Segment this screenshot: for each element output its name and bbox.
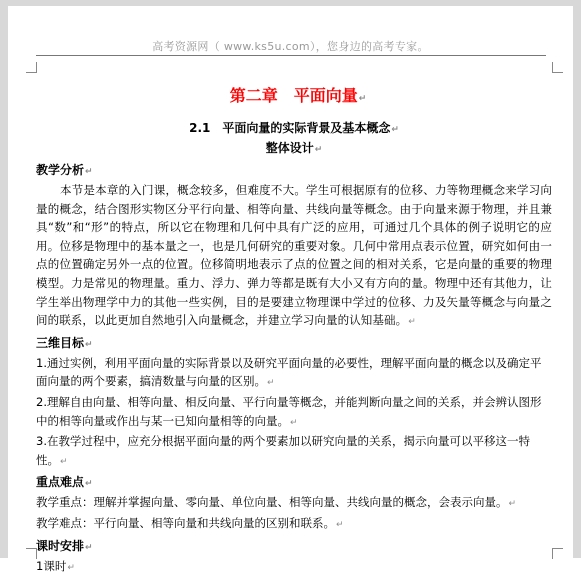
paragraph-mark: ↵	[359, 94, 367, 104]
paragraph-mark: ↵	[85, 167, 93, 177]
schedule-heading	[36, 537, 552, 557]
teaching-analysis-heading	[36, 161, 552, 181]
paragraph-mark: ↵	[67, 563, 75, 573]
key-points-heading	[36, 473, 552, 493]
document-body	[36, 86, 552, 577]
schedule-value	[36, 557, 552, 577]
schedule-text: 1课时	[36, 559, 66, 573]
section-subtitle	[36, 139, 552, 159]
page-header-watermark: 高考资源网（ www.ks5u.com），您身边的高考专家。	[0, 38, 581, 54]
goal-item-text: 2.理解自由向量、相等向量、相反向量、平行向量等概念，并能判断向量之间的关系，并会辨认图形中的相等向量或作出与某一已知向量相等的向量。	[36, 395, 541, 428]
window-border-top	[0, 0, 581, 6]
heading-text: 重点难点	[36, 475, 84, 489]
chapter-title-text: 第二章 平面向量	[230, 86, 358, 105]
paragraph-mark: ↵	[290, 418, 298, 428]
heading-text: 教学分析	[36, 163, 84, 177]
paragraph-mark: ↵	[509, 499, 517, 509]
difficulty-text: 教学难点：平行向量、相等向量和共线向量的区别和联系。	[36, 516, 335, 530]
paragraph-mark: ↵	[408, 317, 416, 327]
paragraph-mark: ↵	[315, 145, 323, 155]
paragraph-mark: ↵	[267, 378, 275, 388]
goal-item	[36, 393, 552, 432]
goal-item-text: 1.通过实例，利用平面向量的实际背景以及研究平面向量的必要性，理解平面向量的概念以及确定平面向量的两个要素，搞清数量与向量的区别。	[36, 356, 541, 389]
goal-item	[36, 432, 552, 471]
section-subtitle-text: 整体设计	[266, 141, 314, 155]
goal-item-text: 3.在教学过程中，应充分根据平面向量的两个要素加以研究向量的关系，揭示向量可以平移这一特性。	[36, 434, 530, 467]
teaching-difficulty	[36, 514, 552, 535]
focus-text: 教学重点：理解并掌握向量、零向量、单位向量、相等向量、共线向量的概念，会表示向量。	[36, 495, 508, 509]
section-title-text: 2.1 平面向量的实际背景及基本概念	[189, 121, 390, 135]
paragraph-mark: ↵	[336, 520, 344, 530]
paragraph-text: 本节是本章的入门课，概念较多，但难度不大。学生可根据原有的位移、力等物理概念来学习向量的概念，结合图形实物区分平行向量、相等向量、共线向量等概念。由于向量来源于物理，并且兼具“数”和“形”的特点，所以它在物理和几何中具有广泛的应用，可通过几个具体的例子说明它的应用。位移是物理中的基本量之一，也是几何研究的重要对象。几何中常用点表示位置，研究如何由一点的位置确定另外一点的位置。位移简明地表示了点的位置之间的相对关系，它是向量的重要的物理模型。力是常见的物理量。重力、浮力、弹力等都是既有大小又有方向的量。物理中还有其他力，让学生举出物理学中力的其他一些实例，目的是要建立物理课中学过的位移、力及矢量等概念与向量之间的联系，以此更加自然地引入向量概念，并建立学习向量的认知基础。	[36, 183, 552, 327]
heading-text: 三维目标	[36, 336, 84, 350]
paragraph-mark: ↵	[391, 125, 399, 135]
section-title	[36, 119, 552, 139]
margin-corner-top-right	[552, 62, 563, 73]
teaching-analysis-paragraph	[36, 181, 552, 332]
margin-corner-bottom-right	[552, 548, 563, 559]
goal-item	[36, 354, 552, 393]
three-dim-goals-heading	[36, 334, 552, 354]
heading-text: 课时安排	[36, 539, 84, 553]
header-rule	[36, 55, 546, 56]
window-border-right	[573, 0, 581, 558]
paragraph-mark: ↵	[85, 543, 93, 553]
paragraph-mark: ↵	[85, 340, 93, 350]
window-border-left	[0, 0, 8, 558]
chapter-title	[36, 86, 552, 109]
margin-corner-top-left	[26, 62, 37, 73]
teaching-focus	[36, 493, 552, 514]
paragraph-mark: ↵	[60, 457, 68, 467]
paragraph-mark: ↵	[85, 479, 93, 489]
